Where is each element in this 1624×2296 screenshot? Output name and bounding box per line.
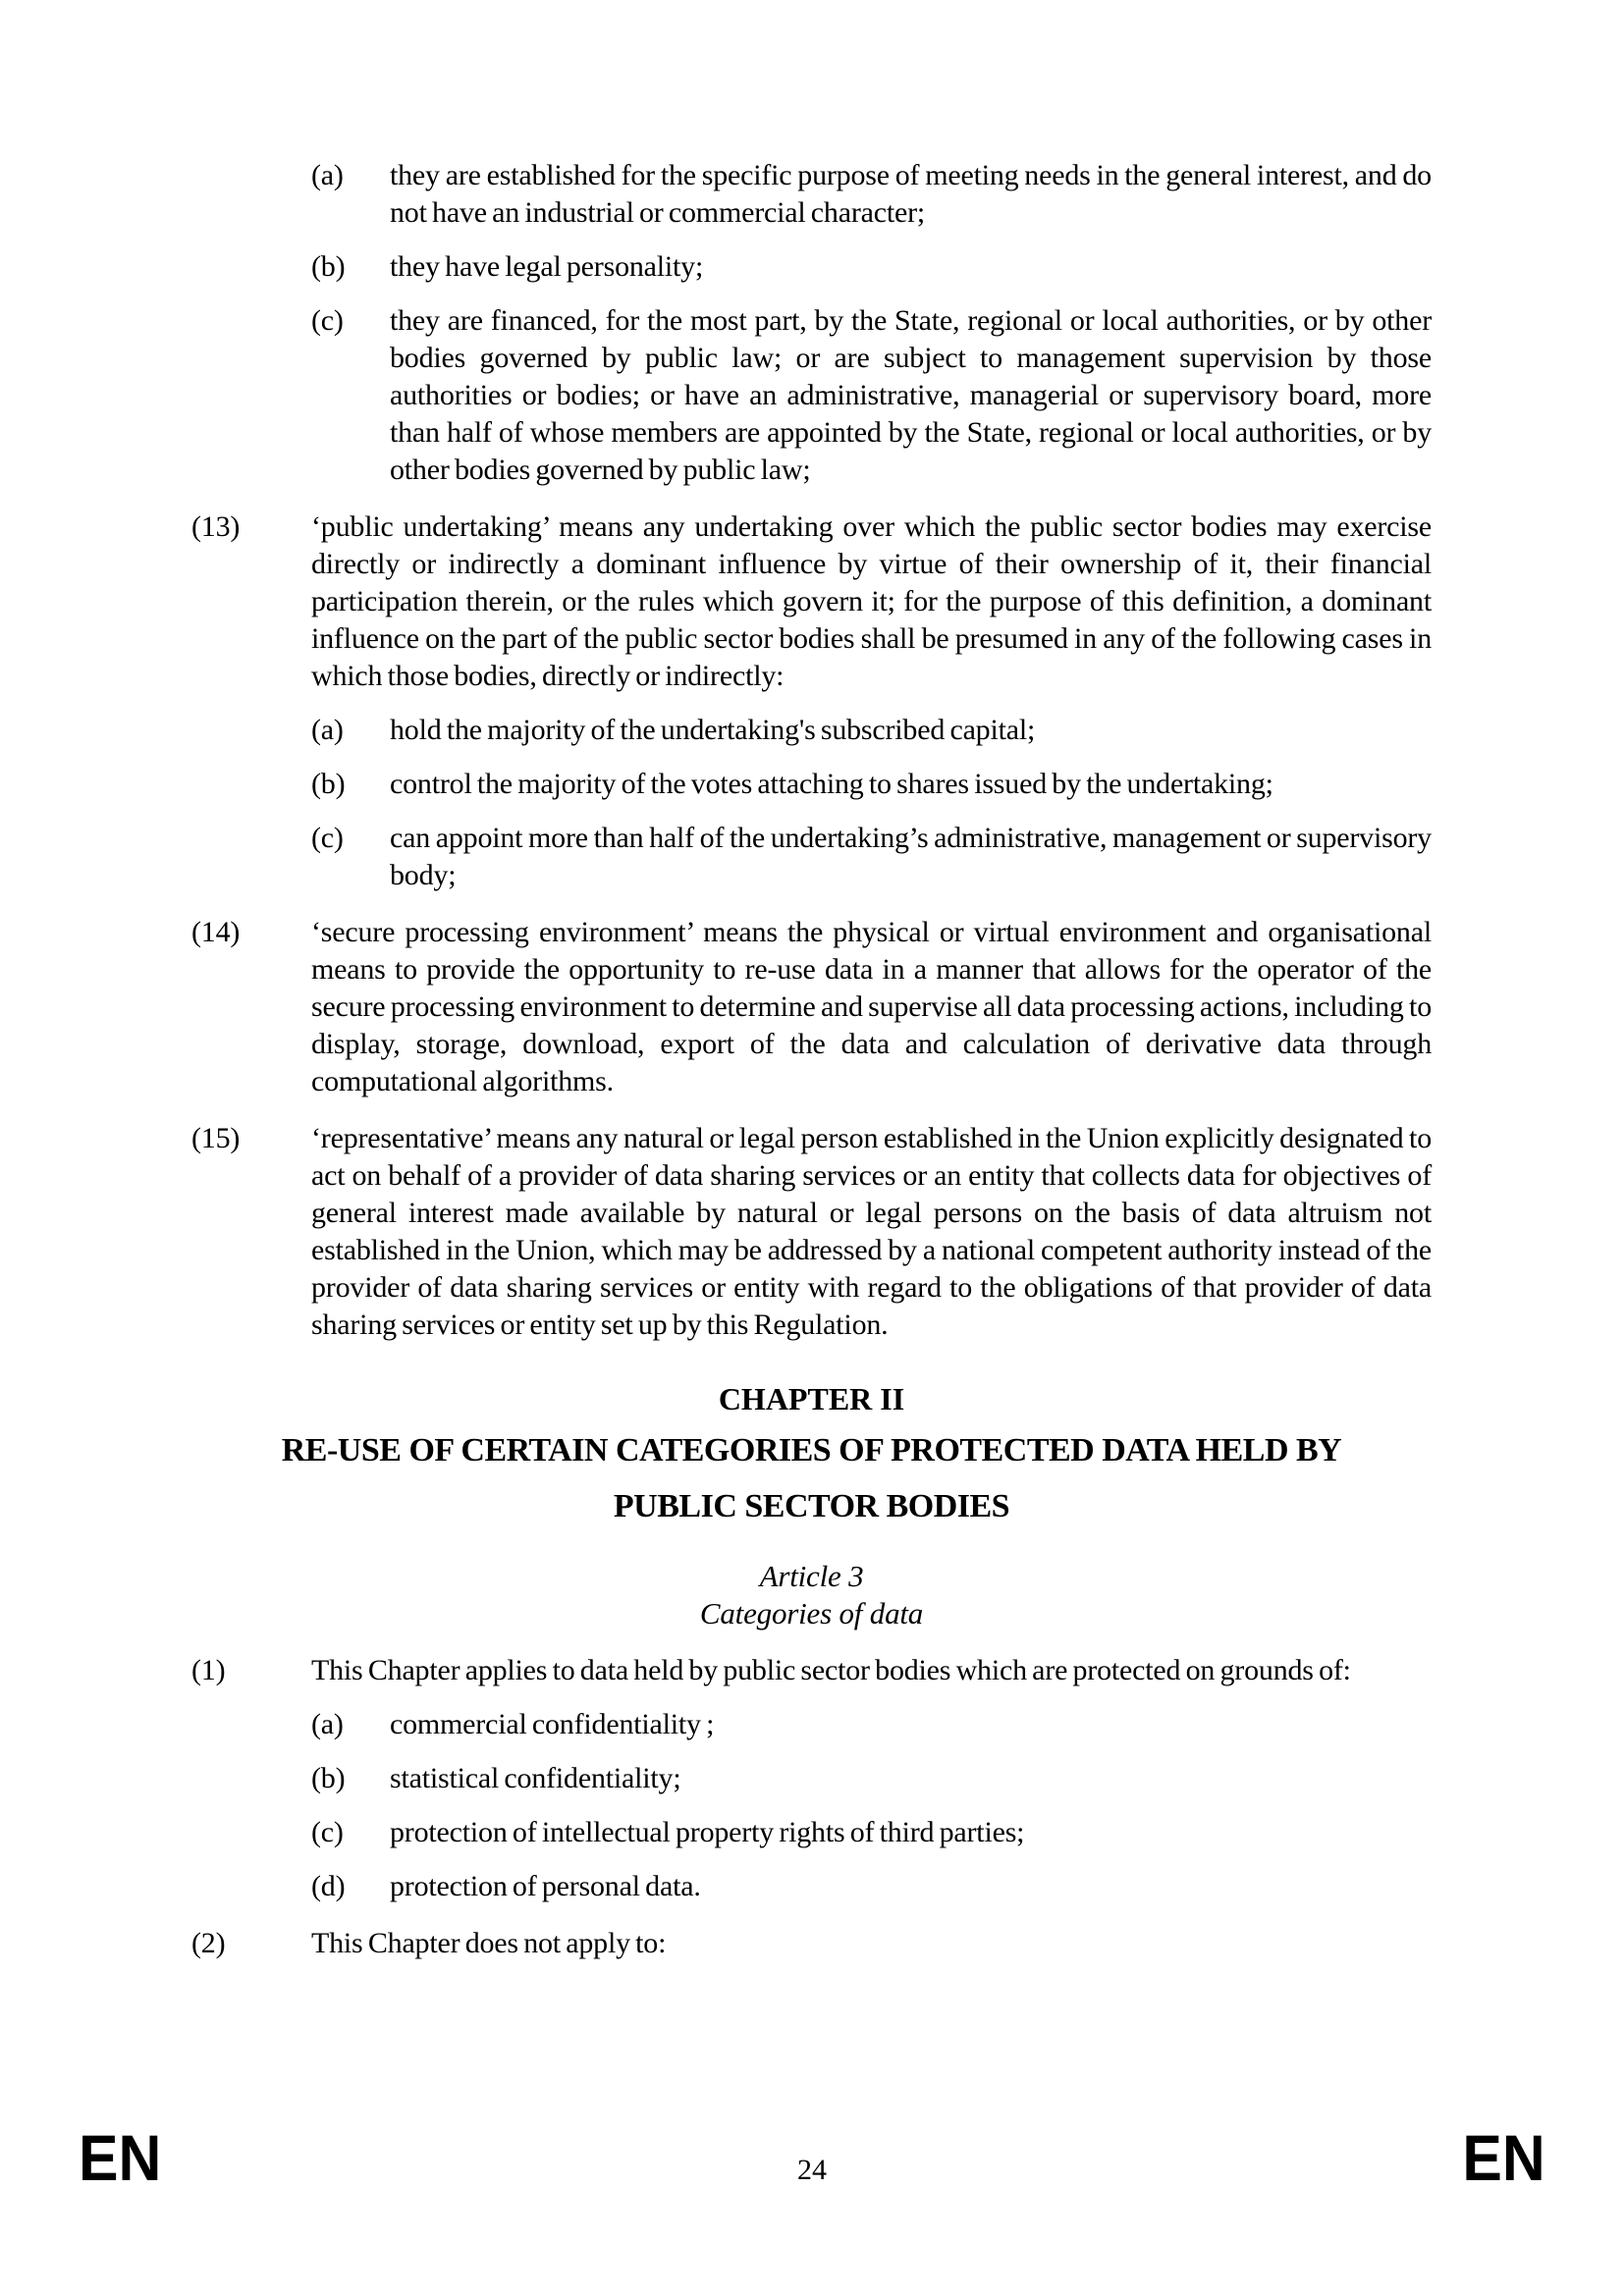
item-text: hold the majority of the undertaking's subscribed capital; [390,714,1036,746]
footer-language-right: EN [1462,2121,1545,2194]
numbered-item-1 [191,1652,1432,1689]
sub-item-a [311,712,1432,749]
sub-item-d [311,1868,1432,1905]
item-text: they have legal personality; [390,250,704,283]
item-marker: (2) [191,1927,226,1959]
item-text: protection of personal data. [390,1870,701,1902]
article-heading: Article 3 [759,1559,864,1593]
item-text: they are financed, for the most part, by the State, regional or local authorities, or by other bodies governed by public law; or are subject to management supervision by those authorities or bodies; or have an administrative, managerial or supervisory board, more than half of whose members are appointed by the State, regional or local authorities, or by other bodies governed by public law; [390,304,1432,486]
item-text: they are established for the specific purpose of meeting needs in the general interest, and do not have an industrial or commercial character; [390,159,1432,229]
chapter-title [191,1422,1432,1534]
item-text: commercial confidentiality ; [390,1708,715,1740]
item-text: can appoint more than half of the undertaking’s administrative, management or supervisory body; [390,822,1432,891]
item-marker: (15) [191,1122,241,1154]
item-marker: (c) [311,304,344,337]
item-marker: (b) [311,768,346,800]
item-marker: (14) [191,916,241,948]
item-text: This Chapter does not apply to: [311,1927,667,1959]
item-marker: (c) [311,1816,344,1848]
sub-item-b [311,766,1432,803]
item-marker: (b) [311,1762,346,1794]
item-text: This Chapter applies to data held by public sector bodies which are protected on grounds of: [311,1654,1351,1686]
item-marker: (a) [311,714,344,746]
numbered-item-15 [191,1120,1432,1344]
sub-item-b [311,1760,1432,1797]
numbered-item-14 [191,914,1432,1100]
item-text: statistical confidentiality; [390,1762,681,1794]
item-text: control the majority of the votes attaching to shares issued by the undertaking; [390,768,1273,800]
page-number: 24 [797,2154,827,2186]
footer-language-left: EN [79,2121,162,2194]
item-marker: (1) [191,1654,226,1686]
item-text: ‘secure processing environment’ means the physical or virtual environment and organisational means to provide the opportunity to re-use data in a manner that allows for the operator of the secure processing environment to determine and supervise all data processing actions, including to display, storage, download, export of the data and calculation of derivative data through computational algorithms. [311,916,1432,1097]
sub-item-c [311,1814,1432,1851]
chapter-title-line-1: RE-USE OF CERTAIN CATEGORIES OF PROTECTED DATA HELD BY [281,1432,1342,1468]
item-marker: (b) [311,250,346,283]
sub-item-a [311,157,1432,232]
item-marker: (a) [311,159,344,191]
item-marker: (a) [311,1708,344,1740]
item-text: protection of intellectual property rights of third parties; [390,1816,1025,1848]
item-text: ‘representative’ means any natural or legal person established in the Union explicitly designated to act on behalf of a provider of data sharing services or an entity that collects data for objectives of general interest made available by natural or legal persons on the basis of data altruism not established in the Union, which may be addressed by a national competent authority instead of the provider of data sharing services or entity with regard to the obligations of that provider of data sharing services or entity set up by this Regulation. [311,1122,1432,1341]
article-subtitle: Categories of data [699,1596,924,1630]
chapter-heading: CHAPTER II [718,1381,905,1416]
sub-item-a [311,1706,1432,1743]
sub-item-c [311,302,1432,489]
item-marker: (c) [311,822,344,854]
numbered-item-2 [191,1925,1432,1962]
sub-item-c [311,820,1432,894]
item-text: ‘public undertaking’ means any undertaking over which the public sector bodies may exercise directly or indirectly a dominant influence by virtue of their ownership of it, their financial participation therein, or the rules which govern it; for the purpose of this definition, a dominant influence on the part of the public sector bodies shall be presumed in any of the following cases in which those bodies, directly or indirectly: [311,510,1432,692]
item-marker: (13) [191,510,241,543]
chapter-title-line-2: PUBLIC SECTOR BODIES [613,1488,1010,1524]
item-marker: (d) [311,1870,346,1902]
numbered-item-13 [191,508,1432,695]
document-content [191,157,1432,1962]
sub-item-b [311,248,1432,286]
